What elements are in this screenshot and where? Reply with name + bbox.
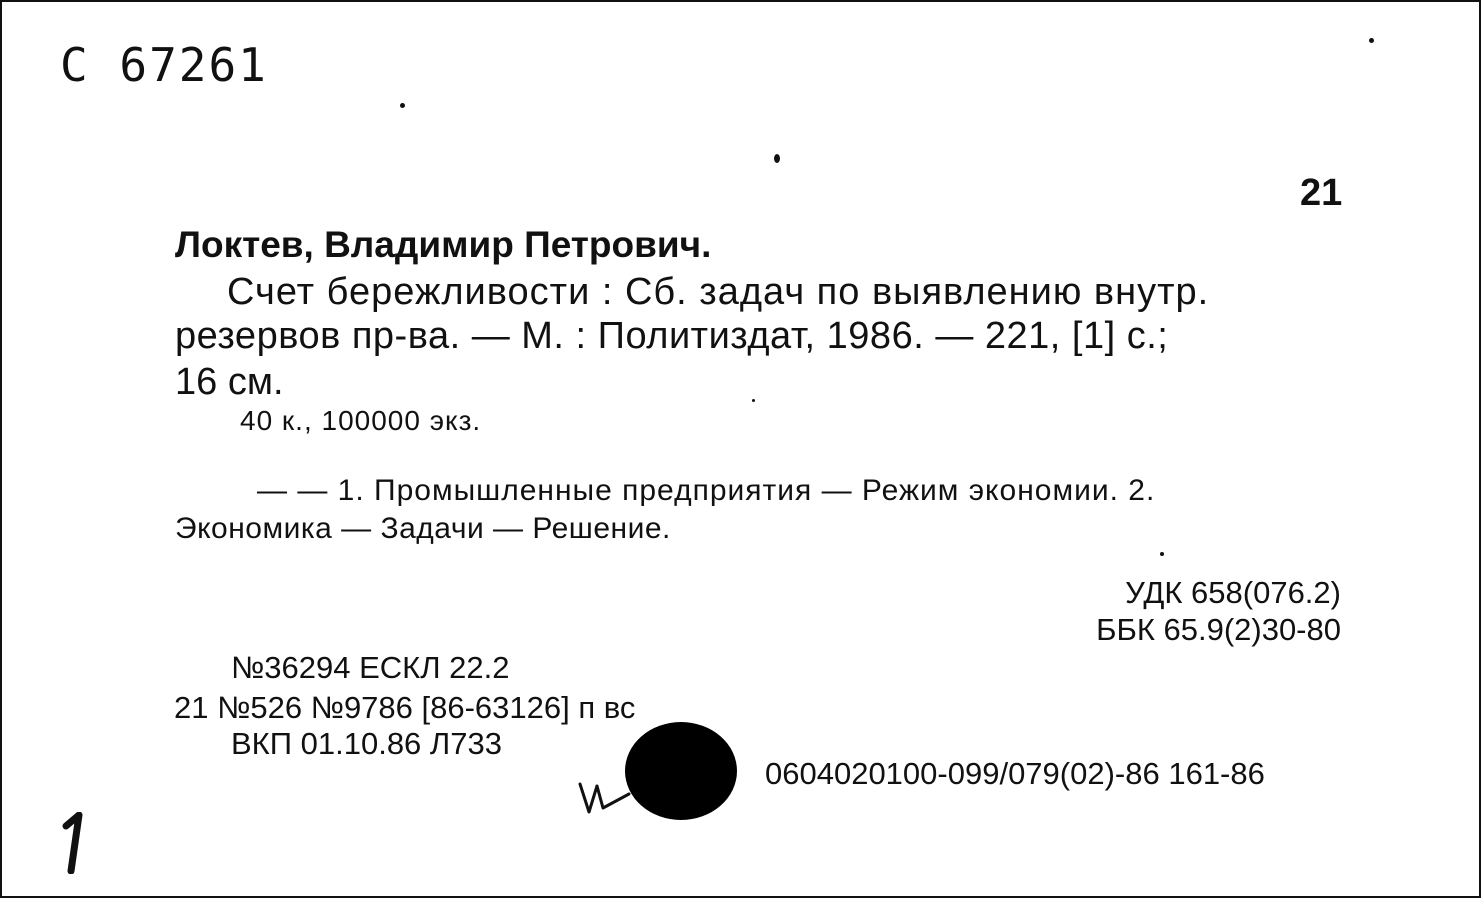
shelf-mark: С 67261 [60,38,268,92]
service-line-3: ВКП 01.10.86 Л733 [231,726,502,761]
handwritten-one-mark [57,812,87,874]
speck [1160,552,1164,556]
speck [774,154,780,163]
bbk-code: ББК 65.9(2)30-80 [1096,612,1341,647]
udk-code: УДК 658(076.2) [1125,575,1341,610]
title-line-3: 16 см. [175,361,284,403]
price-run: 40 к., 100000 экз. [240,405,482,436]
speck [400,103,405,108]
handwritten-check-mark [577,774,637,819]
service-line-2: 21 №526 №9786 [86-63126] п вс [174,690,636,725]
card-number: 21 [1300,172,1343,214]
speck [752,399,755,402]
publisher-code: 0604020100-099/079(02)-86 161-86 [765,756,1265,791]
title-line-1: Счет бережливости : Сб. задач по выявлению внутр. [227,271,1210,313]
punched-dot-mark [625,722,737,820]
speck [1369,38,1374,43]
title-line-2: резервов пр-ва. — М. : Политиздат, 1986. — 221, [1] с.; [175,315,1169,357]
subjects-line-1: — — 1. Промышленные предприятия — Режим экономии. 2. [257,474,1156,507]
author-heading: Локтев, Владимир Петрович. [175,224,712,265]
subjects-line-2: Экономика — Задачи — Решение. [175,512,671,545]
service-line-1: №36294 ЕСКЛ 22.2 [231,650,510,685]
